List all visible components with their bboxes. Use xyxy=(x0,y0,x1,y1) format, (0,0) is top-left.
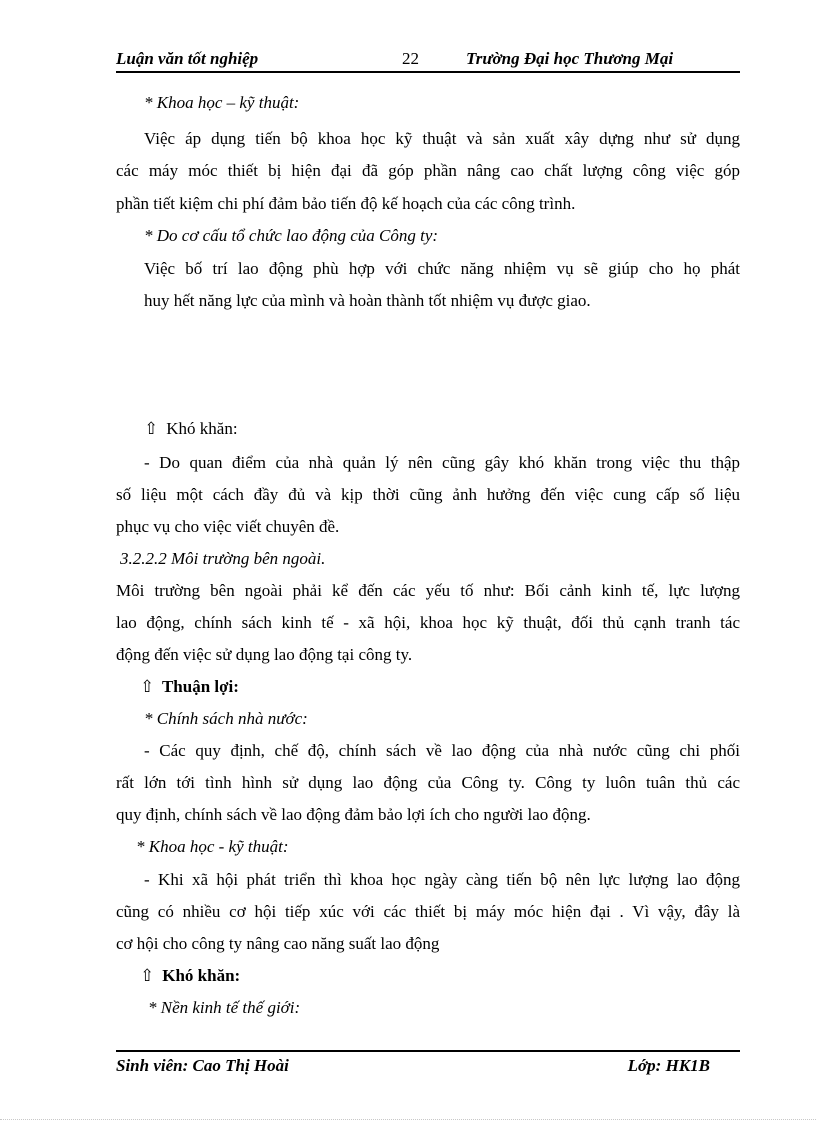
paragraph-line: - Do quan điểm của nhà quản lý nên cũng gây khó khăn trong việc thu thập xyxy=(144,453,740,472)
page-footer xyxy=(116,1056,740,1080)
page-boundary-line xyxy=(0,1119,816,1120)
paragraph-line: quy định, chính sách về lao động đảm bảo lợi ích cho người lao động. xyxy=(116,805,591,824)
heading-difficulties-2 xyxy=(140,965,240,987)
up-arrow-icon: ⇧ xyxy=(140,677,155,696)
paragraph-line: rất lớn tới tình hình sử dụng lao động của Công ty. Công ty luôn tuân thủ các xyxy=(116,773,740,792)
footer-class: Lớp: HK1B xyxy=(627,1056,710,1075)
paragraph-line: phần tiết kiệm chi phí đảm bảo tiến độ kế hoạch của các công trình. xyxy=(116,194,576,213)
paragraph-line: - Khi xã hội phát triển thì khoa học ngày càng tiến bộ nên lực lượng lao động xyxy=(144,870,740,889)
paragraph-line: cơ hội cho công ty nâng cao năng suất lao động xyxy=(116,934,440,953)
paragraph-line: Việc bố trí lao động phù hợp với chức năng nhiệm vụ sẽ giúp cho họ phát xyxy=(144,259,740,278)
subheading-science-tech-2: * Khoa học - kỹ thuật: xyxy=(136,837,289,856)
subheading-org-structure: * Do cơ cấu tổ chức lao động của Công ty: xyxy=(144,226,439,245)
header-thesis-title: Luận văn tốt nghiệp xyxy=(116,49,259,68)
paragraph-line: động đến việc sử dụng lao động tại công ty. xyxy=(116,645,413,664)
paragraph-line: - Các quy định, chế độ, chính sách về lao động của nhà nước cũng chi phối xyxy=(144,741,740,760)
up-arrow-icon: ⇧ xyxy=(144,419,159,438)
footer-student: Sinh viên: Cao Thị Hoài xyxy=(116,1056,289,1075)
paragraph-line: Việc áp dụng tiến bộ khoa học kỹ thuật và sản xuất xây dựng như sử dụng xyxy=(144,129,740,148)
paragraph-line: cũng có nhiều cơ hội tiếp xúc với các thiết bị máy móc hiện đại . Vì vậy, đây là xyxy=(116,902,740,921)
subheading-state-policy: * Chính sách nhà nước: xyxy=(144,709,308,728)
heading-label: Khó khăn: xyxy=(162,966,241,985)
section-heading-external-env: 3.2.2.2 Môi trường bên ngoài. xyxy=(120,549,326,568)
header-rule xyxy=(116,71,740,73)
subheading-science-tech: * Khoa học – kỹ thuật: xyxy=(144,93,300,112)
paragraph-line: Môi trường bên ngoài phải kể đến các yếu tố như: Bối cảnh kinh tế, lực lượng xyxy=(116,581,740,600)
paragraph-line: phục vụ cho việc viết chuyên đề. xyxy=(116,517,340,536)
paragraph-line: lao động, chính sách kinh tế - xã hội, khoa học kỹ thuật, đối thủ cạnh tranh tác xyxy=(116,613,740,632)
heading-difficulties-1 xyxy=(144,418,238,440)
paragraph-line: số liệu một cách đầy đủ và kịp thời cũng ảnh hưởng đến việc cung cấp số liệu xyxy=(116,485,740,504)
heading-advantages xyxy=(140,676,239,698)
header-university: Trường Đại học Thương Mại xyxy=(466,49,674,68)
page-header xyxy=(116,49,740,73)
paragraph-line: các máy móc thiết bị hiện đại đã góp phần nâng cao chất lượng công việc góp xyxy=(116,161,740,180)
subheading-world-economy: * Nền kinh tế thế giới: xyxy=(148,998,301,1017)
header-page-number: 22 xyxy=(402,49,419,68)
up-arrow-icon: ⇧ xyxy=(140,966,155,985)
heading-label: Thuận lợi: xyxy=(161,677,239,696)
heading-label: Khó khăn: xyxy=(166,419,238,438)
footer-rule xyxy=(116,1050,740,1052)
paragraph-line: huy hết năng lực của mình và hoàn thành tốt nhiệm vụ được giao. xyxy=(144,291,591,310)
